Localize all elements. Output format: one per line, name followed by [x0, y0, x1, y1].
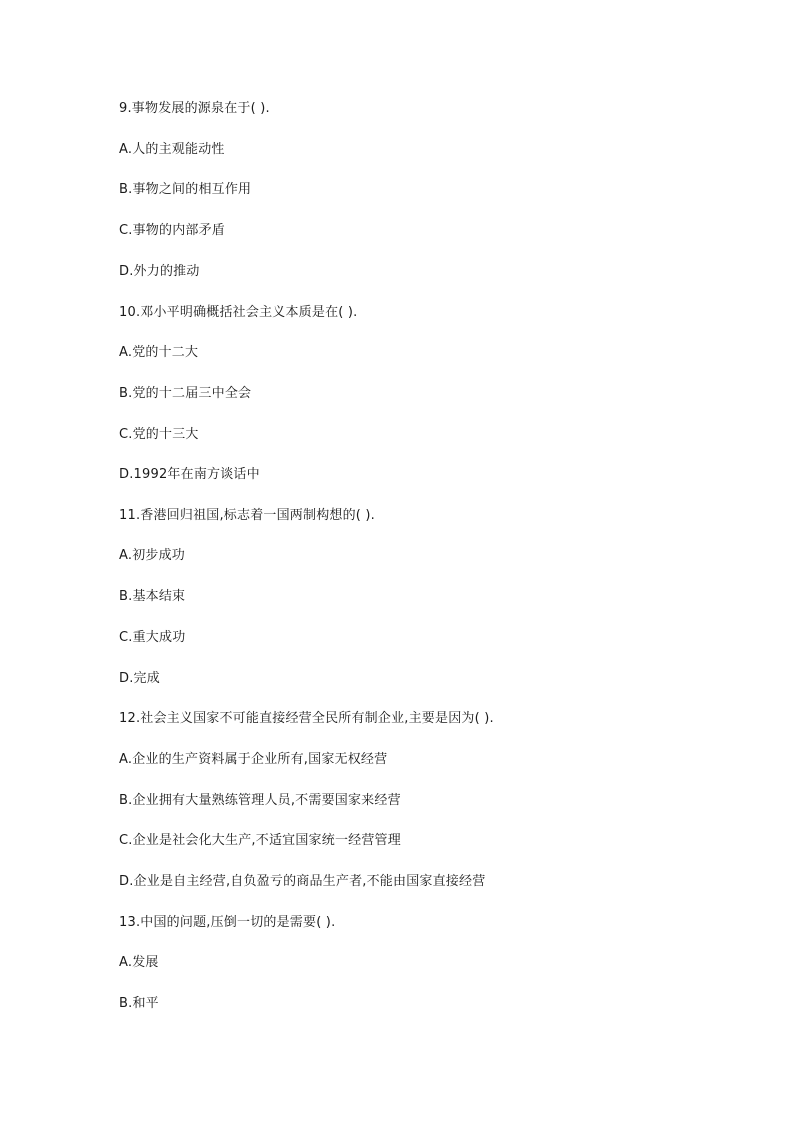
question-11-option-b: B.基本结束 [119, 589, 186, 604]
question-9-option-a: A.人的主观能动性 [119, 142, 225, 157]
question-10-option-d: D.1992年在南方谈话中 [119, 467, 260, 482]
question-13-stem: 13.中国的问题,压倒一切的是需要( ). [119, 915, 336, 930]
question-9-option-c: C.事物的内部矛盾 [119, 223, 226, 238]
question-11-stem: 11.香港回归祖国,标志着一国两制构想的( ). [119, 508, 376, 523]
question-9-option-d: D.外力的推动 [119, 264, 200, 279]
question-9-stem: 9.事物发展的源泉在于( ). [119, 101, 270, 116]
question-12-stem: 12.社会主义国家不可能直接经营全民所有制企业,主要是因为( ). [119, 711, 494, 726]
question-11-option-c: C.重大成功 [119, 630, 186, 645]
question-12-option-d: D.企业是自主经营,自负盈亏的商品生产者,不能由国家直接经营 [119, 874, 486, 889]
question-13-option-b: B.和平 [119, 996, 159, 1011]
question-12-option-c: C.企业是社会化大生产,不适宜国家统一经营管理 [119, 833, 401, 848]
question-10-option-a: A.党的十二大 [119, 345, 199, 360]
question-10-stem: 10.邓小平明确概括社会主义本质是在( ). [119, 305, 358, 320]
question-9-option-b: B.事物之间的相互作用 [119, 182, 252, 197]
question-11-option-a: A.初步成功 [119, 548, 185, 563]
question-10-option-b: B.党的十二届三中全会 [119, 386, 252, 401]
question-12-option-a: A.企业的生产资料属于企业所有,国家无权经营 [119, 752, 388, 767]
question-13-option-a: A.发展 [119, 955, 159, 970]
question-10-option-c: C.党的十三大 [119, 427, 199, 442]
question-12-option-b: B.企业拥有大量熟练管理人员,不需要国家来经营 [119, 793, 401, 808]
question-11-option-d: D.完成 [119, 671, 160, 686]
